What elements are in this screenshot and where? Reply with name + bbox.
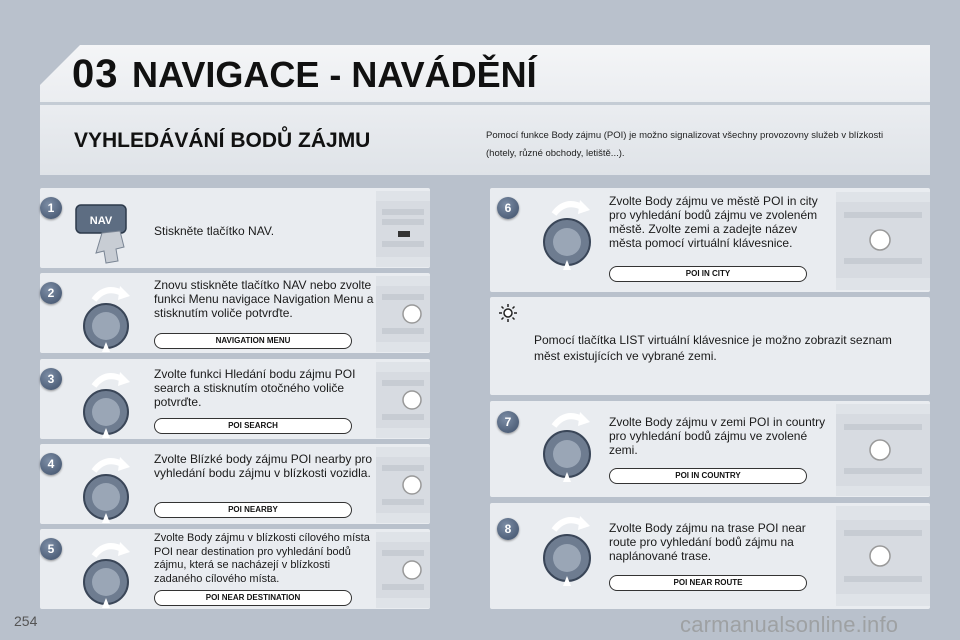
device-illustration-2 [376,276,430,352]
menu-label-poi-search: POI SEARCH [154,418,352,434]
menu-label-poi-near-route: POI NEAR ROUTE [609,575,807,591]
step-text-4: Zvolte Blízké body zájmu POI nearby pro vyhledání bodu zájmu v blízkosti vozidla. [154,452,373,480]
device-illustration-5 [376,532,430,608]
step-badge-1: 1 [40,197,62,219]
nav-button-icon [74,203,144,270]
menu-label-poi-nearby: POI NEARBY [154,502,352,518]
step-badge-3: 3 [40,368,62,390]
rotary-knob-icon [536,510,598,593]
step-badge-8: 8 [497,518,519,540]
rotary-knob-icon [536,194,598,277]
rotary-knob-icon [76,366,136,443]
lightbulb-icon [498,303,518,328]
step-text-2: Znovu stiskněte tlačítko NAV nebo zvolte funkci Menu navigace Navigation Menu a stisknutím voliče potvrďte. [154,278,374,320]
chapter-title: NAVIGACE - NAVÁDĚNÍ [132,54,537,95]
step-badge-7: 7 [497,411,519,433]
menu-label-poi-in-country: POI IN COUNTRY [609,468,807,484]
device-illustration-6 [836,192,930,290]
step-badge-4: 4 [40,453,62,475]
tip-text: Pomocí tlačítka LIST virtuální klávesnice je možno zobrazit seznam měst existujících ve vybrané zemi. [534,333,892,363]
chapter-number: 03 [72,52,119,96]
menu-label-poi-in-city: POI IN CITY [609,266,807,282]
rotary-knob-icon [76,536,136,613]
device-illustration-7 [836,404,930,496]
step-text-8: Zvolte Body zájmu na trase POI near route pro vyhledání bodů zájmu na naplánované trase. [609,521,806,563]
step-text-7: Zvolte Body zájmu v zemi POI in country pro vyhledání bodů zájmu ve zvolené zemi. [609,415,826,457]
header-divider [40,102,930,105]
watermark: carmanualsonline.info [680,612,899,637]
device-illustration-8 [836,506,930,606]
device-illustration-4 [376,447,430,523]
step-badge-2: 2 [40,282,62,304]
step-text-6: Zvolte Body zájmu ve městě POI in city pro vyhledání bodů zájmu ve zvoleném městě. Zvolte zemi a zadejte název města pomocí virtuální klávesnice. [609,194,818,250]
step-text-5: Zvolte Body zájmu v blízkosti cílového místa POI near destination pro vyhledání bodů zájmu, která se nacházejí v blízkosti zadaného cílového místa. [154,532,370,585]
step-text-3: Zvolte funkci Hledání bodu zájmu POI search a stisknutím otočného voliče potvrďte. [154,367,356,409]
rotary-knob-icon [76,280,136,357]
menu-label-navigation-menu: NAVIGATION MENU [154,333,352,349]
rotary-knob-icon [76,451,136,528]
page-number: 254 [14,613,38,629]
step-text-1: Stiskněte tlačítko NAV. [154,224,275,238]
section-title: VYHLEDÁVÁNÍ BODŮ ZÁJMU [74,129,371,152]
menu-label-poi-near-destination: POI NEAR DESTINATION [154,590,352,606]
step-badge-6: 6 [497,197,519,219]
nav-button-label: NAV [89,215,113,227]
step-badge-5: 5 [40,538,62,560]
device-illustration-1 [376,191,430,267]
device-illustration-3 [376,362,430,438]
intro-text: Pomocí funkce Body zájmu (POI) je možno signalizovat všechny provozovny služeb v blízkosti (hotely, různé obchody, letiště...). [486,130,884,159]
rotary-knob-icon [536,406,598,489]
